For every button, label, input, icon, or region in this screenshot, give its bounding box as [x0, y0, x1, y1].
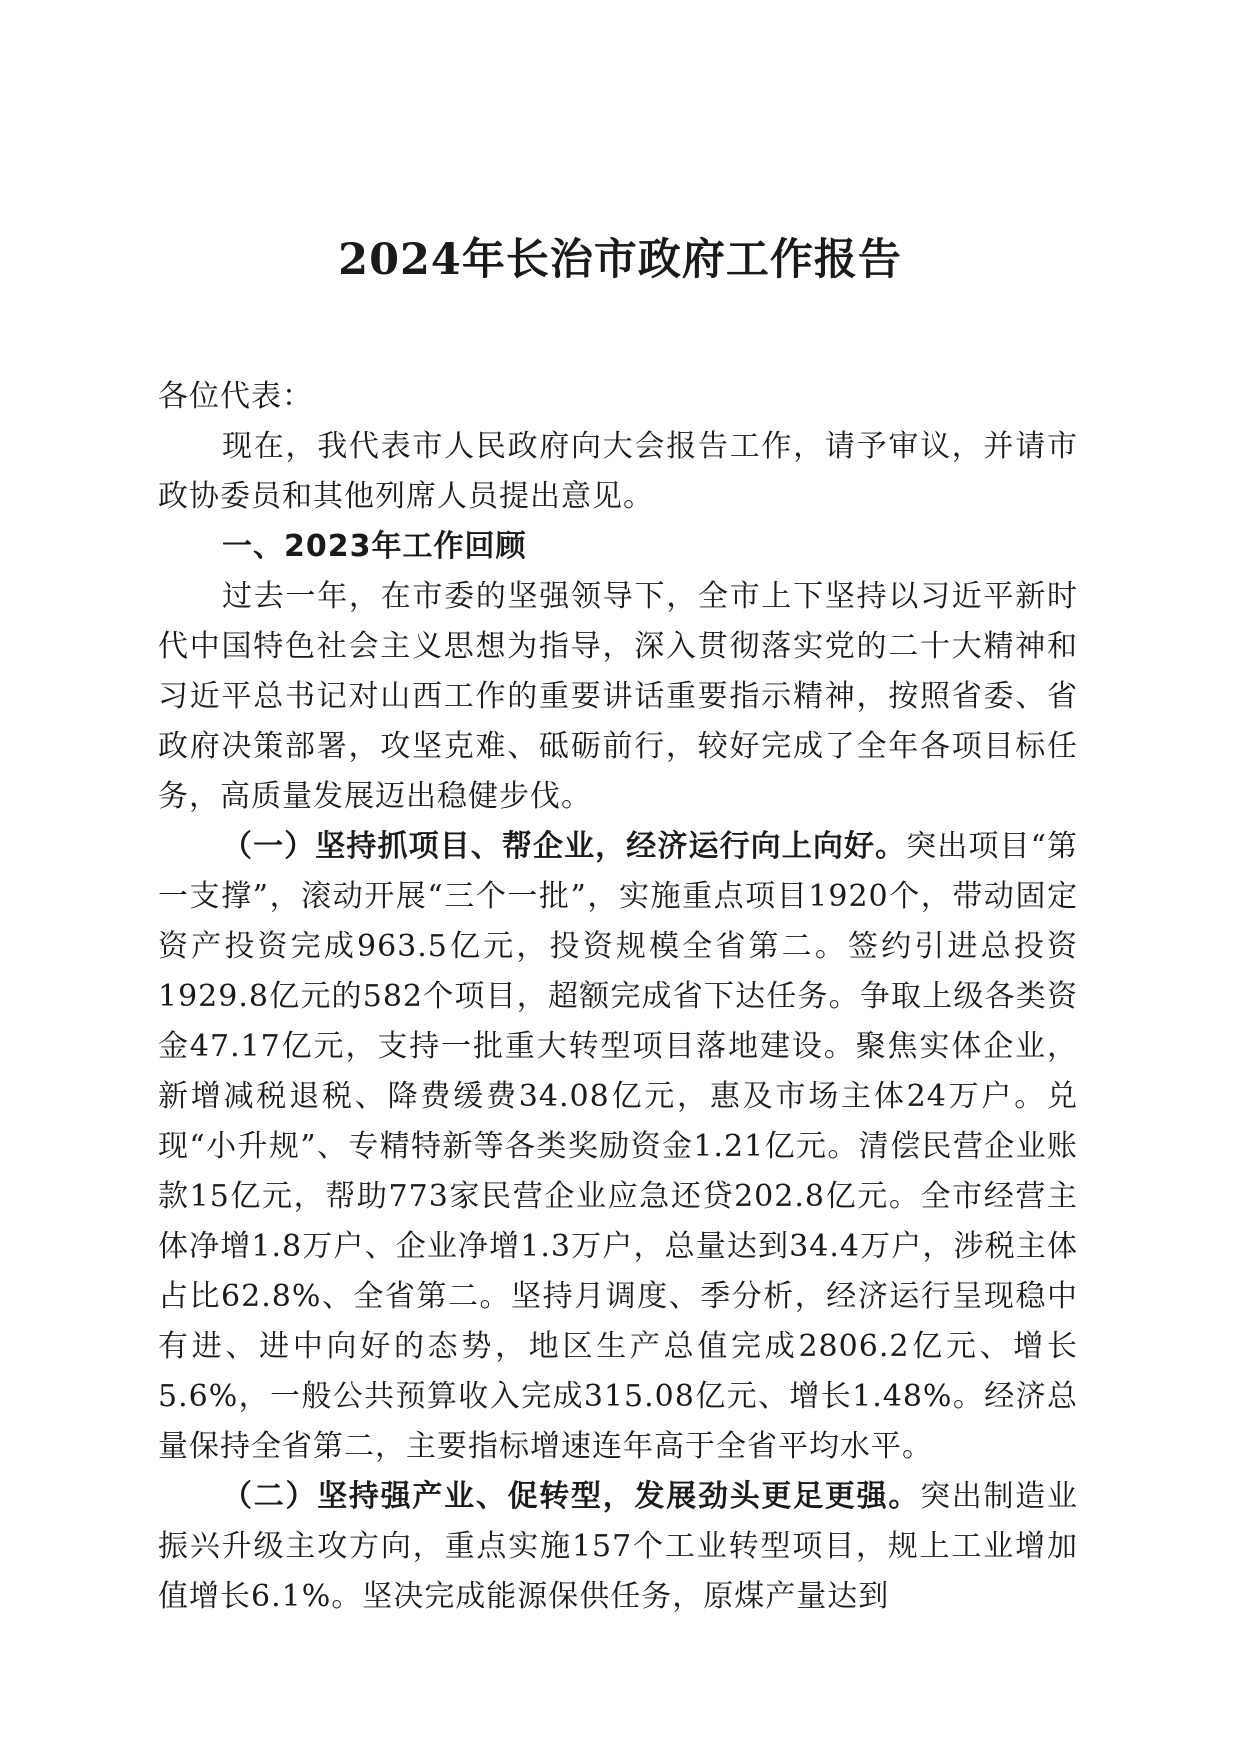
document-body — [158, 372, 1078, 1622]
page-title: 2024年长治市政府工作报告 — [338, 235, 902, 285]
item-one-lead: （一）坚持抓项目、帮企业，经济运行向上向好。 — [222, 829, 907, 864]
intro-paragraph: 现在，我代表市人民政府向大会报告工作，请予审议，并请市政协委员和其他列席人员提出意见。 — [158, 429, 1078, 514]
salutation: 各位代表： — [158, 379, 313, 414]
review-paragraph: 过去一年，在市委的坚强领导下，全市上下坚持以习近平新时代中国特色社会主义思想为指导，深入贯彻落实党的二十大精神和习近平总书记对山西工作的重要讲话重要指示精神，按照省委、省政府决策部署，攻坚克难、砥砺前行，较好完成了全年各项目标任务，高质量发展迈出稳健步伐。 — [158, 579, 1078, 814]
item-two-lead: （二）坚持强产业、促转型，发展劲头更足更强。 — [222, 1479, 921, 1514]
section-heading: 一、2023年工作回顾 — [222, 529, 527, 564]
item-one-text: 突出项目“第一支撑”，滚动开展“三个一批”，实施重点项目1920个，带动固定资产投资完成963.5亿元，投资规模全省第二。签约引进总投资1929.8亿元的582个项目，超额完成省下达任务。争取上级各类资金47.17亿元，支持一批重大转型项目落地建设。聚焦实体企业，新增减税退税、降费缓费34.08亿元，惠及市场主体24万户。兑现“小升规”、专精特新等各类奖励资金1.21亿元。清偿民营企业账款15亿元，帮助773家民营企业应急还贷202.8亿元。全市经营主体净增1.8万户、企业净增1.3万户，总量达到34.4万户，涉税主体占比62.8%、全省第二。坚持月调度、季分析，经济运行呈现稳中有进、进中向好的态势，地区生产总值完成2806.2亿元、增长5.6%，一般公共预算收入完成315.08亿元、增长1.48%。经济总量保持全省第二，主要指标增速连年高于全省平均水平。 — [158, 829, 1079, 1464]
item-two-text: 突出制造业振兴升级主攻方向，重点实施157个工业转型项目，规上工业增加值增长6.1%。坚决完成能源保供任务，原煤产量达到 — [158, 1479, 1079, 1614]
item-one-paragraph — [158, 822, 1078, 1472]
item-two-paragraph — [158, 1472, 1078, 1622]
